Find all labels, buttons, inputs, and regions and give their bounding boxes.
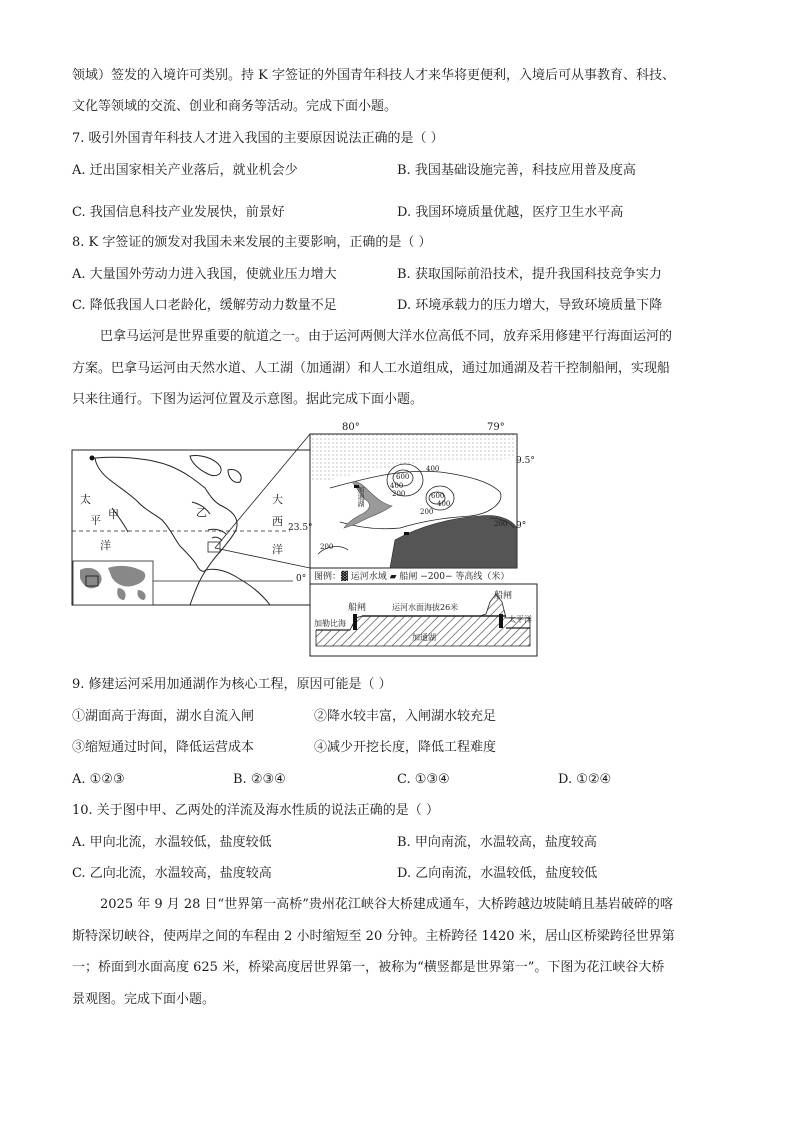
- passage2-line-3: 只来往通行。下图为运河位置及示意图。据此完成下面小题。: [72, 392, 424, 407]
- map-label-atlantic-2: 西: [272, 515, 283, 528]
- detail-label-lat9: 9°: [516, 521, 527, 531]
- intro-line-2: 文化等领域的交流、创业和商务等活动。完成下面小题。: [72, 99, 398, 114]
- q9-option-a[interactable]: A. ①②③: [72, 772, 125, 787]
- alaska-dot: [90, 456, 95, 461]
- passage3-line-4: 景观图。完成下面小题。: [72, 992, 216, 1007]
- contour-label-600b: 600: [431, 492, 445, 500]
- q8-option-a[interactable]: A. 大量国外劳动力进入我国，使就业压力增大: [72, 267, 337, 282]
- q10-option-d[interactable]: D. 乙向南流，水温较低，盐度较低: [397, 866, 598, 881]
- q9-statement-4: ④减少开挖长度，降低工程难度: [314, 740, 497, 755]
- profile-lock-right: [499, 614, 503, 628]
- q7-option-d[interactable]: D. 我国环境质量优越，医疗卫生水平高: [397, 205, 624, 220]
- q8-option-b[interactable]: B. 获取国际前沿技术，提升我国科技竞争实力: [397, 267, 662, 282]
- q8-option-c[interactable]: C. 降低我国人口老龄化，缓解劳动力数量不足: [72, 298, 337, 313]
- passage2-line-1: 巴拿马运河是世界重要的航道之一。由于运河两侧大洋水位高低不同，放弃采用修建平行海面运河的: [100, 329, 673, 344]
- q10-option-c[interactable]: C. 乙向北流，水温较高，盐度较高: [72, 866, 272, 881]
- contour-label-200b: 200: [420, 508, 434, 516]
- map-label-atlantic-3: 洋: [272, 543, 283, 556]
- passage3-line-3: 一；桥面到水面高度 625 米，桥梁高度居世界第一，被称为“横竖都是世界第一”。下图为花江峡谷大桥: [72, 960, 665, 975]
- q10-option-a[interactable]: A. 甲向北流，水温较低，盐度较低: [72, 835, 272, 850]
- profile-lock-left: [353, 614, 357, 630]
- q8-stem: 8. K 字签证的颁发对我国未来发展的主要影响，正确的是（ ）: [72, 235, 432, 250]
- map-label-yi: 乙: [196, 506, 207, 519]
- map-label-pacific-2: 平: [90, 514, 101, 527]
- profile-label-right-sea: 太平洋: [508, 615, 532, 624]
- passage3-line-2: 斯特深切峡谷，使两岸之间的车程由 2 小时缩短至 20 分钟。主桥跨径 1420 米，居山区桥梁跨径世界第: [72, 929, 675, 944]
- detail-label-lon79: 79°: [487, 422, 505, 433]
- q9-statement-1: ①湖面高于海面，湖水自流入闸: [72, 709, 255, 724]
- contour-label-200a: 200: [392, 490, 406, 498]
- q9-option-b[interactable]: B. ②③④: [233, 772, 286, 787]
- passage2-line-2: 方案。巴拿马运河由天然水道、人工湖（加通湖）和人工水道组成，通过加通湖及若干控制船闸，实现船: [72, 361, 671, 376]
- q9-option-c[interactable]: C. ①③④: [397, 772, 450, 787]
- q9-option-d[interactable]: D. ①②④: [558, 772, 612, 787]
- contour-label-400c: 400: [437, 500, 451, 508]
- profile-label-lake: 加通湖: [412, 633, 436, 642]
- map-label-pacific-1: 太: [80, 493, 91, 506]
- contour-label-200c: 200: [494, 520, 508, 528]
- panama-canal-figure: [0, 418, 794, 663]
- profile-label-lock-left: 船闸: [348, 603, 367, 613]
- profile-label-water-level: 运河水面海拔26米: [392, 603, 459, 612]
- detail-legend: 图例：▓ 运河水域 ▰ 船闸 −200− 等高线（米）: [314, 572, 510, 582]
- q7-option-b[interactable]: B. 我国基础设施完善，科技应用普及度高: [397, 163, 636, 178]
- detail-label-lon80: 80°: [342, 422, 360, 433]
- contour-label-200d: 200: [320, 543, 334, 551]
- detail-label-lat95: 9.5°: [516, 456, 535, 466]
- map-label-atlantic-1: 大: [272, 493, 283, 506]
- q7-option-a[interactable]: A. 迁出国家相关产业落后，就业机会少: [72, 163, 298, 178]
- map-label-tropic: 23.5°: [288, 523, 313, 533]
- q7-stem: 7. 吸引外国青年科技人才进入我国的主要原因说法正确的是（ ）: [72, 131, 444, 146]
- profile-label-lock-right: 船闸: [494, 591, 513, 601]
- q9-statement-2: ②降水较丰富，入闸湖水较充足: [314, 709, 497, 724]
- q8-option-d[interactable]: D. 环境承载力的压力增大，导致环境质量下降: [397, 298, 663, 313]
- q7-option-c[interactable]: C. 我国信息科技产业发展快，前景好: [72, 205, 285, 220]
- intro-line-1: 领域）签发的入境许可类别。持 K 字签证的外国青年科技人才来华将更便利，入境后可从事教育、科技、: [72, 68, 675, 83]
- detail-label-lake: 加通湖: [357, 486, 365, 507]
- map-label-pacific-3: 洋: [100, 539, 111, 552]
- passage3-line-1: 2025 年 9 月 28 日“世界第一高桥”贵州花江峡谷大桥建成通车，大桥跨越边坡陡峭且基岩破碎的喀: [100, 897, 673, 912]
- contour-label-400b: 400: [426, 465, 440, 473]
- contour-label-400a: 400: [390, 482, 404, 490]
- lock-south: [404, 532, 409, 535]
- q9-stem: 9. 修建运河采用加通湖作为核心工程，原因可能是（ ）: [72, 677, 392, 692]
- map-label-equator: 0°: [296, 574, 307, 584]
- q9-statement-3: ③缩短通过时间，降低运营成本: [72, 740, 255, 755]
- map-label-jia: 甲: [108, 508, 119, 521]
- q10-stem: 10. 关于图中甲、乙两处的洋流及海水性质的说法正确的是（ ）: [72, 803, 439, 818]
- q10-option-b[interactable]: B. 甲向南流，水温较高，盐度较高: [397, 835, 597, 850]
- contour-label-600a: 600: [396, 473, 410, 481]
- profile-label-left-sea: 加勒比海: [314, 619, 346, 628]
